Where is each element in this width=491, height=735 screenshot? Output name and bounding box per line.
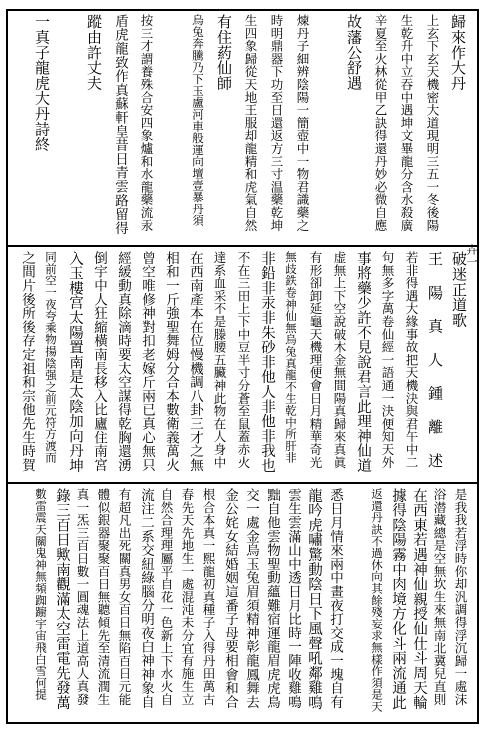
band1-text-column: 煉丹子細辨陰陽一簡壺中一物君識藥之 bbox=[295, 14, 310, 232]
band-divider-bottom bbox=[6, 482, 479, 484]
band1-text-column: 生乾升中立吞中遇坤文畢龍分含水殺廣 bbox=[399, 14, 414, 232]
band3-text-column: 據得陰陽霧中肉境方化斗兩流通此 bbox=[390, 488, 406, 710]
band3-text-column: 在西東若遇神仙親授仙仕斗周天輪 bbox=[411, 488, 427, 710]
band2-text-column: 破迷正道歌 bbox=[450, 251, 468, 328]
band3-text-column: 是我我若浮時你却汎調得浮沉歸一處沫 bbox=[453, 488, 468, 706]
band3-text-column: 交一處金烏玉兔眉須精神彰龍鳳舞去 bbox=[243, 488, 259, 709]
band2-text-column: 不在三田上下中豆半寸分蒼至鼠蓋赤火 bbox=[236, 251, 251, 469]
middle-text-band bbox=[14, 251, 471, 479]
band2-text-column: 若非得遇大緣事故把天機決與君午中二 bbox=[404, 251, 419, 469]
band3-text-column: 金公姹女結婚姻這番子母要相會和合 bbox=[222, 488, 238, 709]
band3-text-column: 流注二系交紐綠腦分明夜白神神象自 bbox=[138, 488, 154, 709]
band3-text-column: 春先天先地生一處混沌未分宜有施生立 bbox=[180, 488, 195, 706]
upper-text-band bbox=[14, 14, 471, 242]
band3-text-column: 根合本真一熙龍初真種子入得丹田萬古 bbox=[201, 488, 216, 706]
band3-text-column: 浴潜藏總是空無坎生來無南北冀兒直則 bbox=[432, 488, 447, 706]
band1-text-column: 烏兔奔騰乃下玉盧河車般運向壇壹暴丹須 bbox=[191, 14, 205, 227]
band1-text-column: 辛夏至火林從甲乙訣得還丹妙必微自應 bbox=[373, 14, 388, 232]
band2-text-column: 王 陽 真 人 鍾 離 述 bbox=[426, 251, 444, 468]
band1-text-column: 一真子龍虎大丹詩終 bbox=[33, 14, 51, 152]
band1-text-column: 按三才謂養殊合安四象爐和水龍藥流汞 bbox=[139, 14, 154, 232]
band1-text-column: 有住葯仙師 bbox=[215, 14, 233, 91]
band3-text-column: 雲生雲滿山中透日月比時一陣收雞鳴 bbox=[285, 488, 301, 709]
band2-text-column: 倒宇中人狂縮橫南長移入比廬住南宮 bbox=[91, 251, 107, 472]
band2-text-column: 達系血采不是滕腰五臟神此物在人身中 bbox=[212, 251, 227, 469]
band1-text-column: 時明鼎器下功至日還返方三寸温藥乾坤 bbox=[269, 14, 284, 232]
band2-text-column: 在西南產本在位慢機調八卦三才之無 bbox=[187, 251, 203, 472]
band1-text-column: 生四象歸從天地王服却龍精和虎氣自然 bbox=[243, 14, 258, 232]
band-divider-top bbox=[6, 245, 479, 247]
band1-text-column: 故藩公舒遇 bbox=[345, 14, 363, 91]
band3-text-column: 悉日月情來兩中畫夜打交成一塊自有 bbox=[327, 488, 343, 709]
band2-text-column: 曾空唯修神對扣老嫁斤兩已真心無只 bbox=[139, 251, 155, 472]
band2-text-column: 之間片後所後存定祖和宗他先生時賀 bbox=[19, 251, 35, 472]
band1-text-column bbox=[159, 14, 185, 242]
band2-text-column: 虚無上下空說破木金無間陽真歸來真眞 bbox=[332, 251, 347, 469]
band1-text-column: 上玄下玄天機密大道現明三五一冬後陽 bbox=[425, 14, 440, 232]
band1-text-column: 蹤由許丈夫 bbox=[85, 14, 103, 91]
band2-text-column: 事將藥少許不見說君言此理神仙道 bbox=[355, 251, 371, 473]
band1-text-column: 歸來作大丹 bbox=[449, 14, 467, 91]
band1-text-column bbox=[55, 14, 81, 242]
band2-text-column: 有形卻卸延龜天機理便會日月精華奇光 bbox=[308, 251, 323, 469]
band2-text-column: 無歧鉄卷神仙無烏兔真龍不生乾中所肝非 bbox=[284, 251, 298, 464]
band1-text-column: 盾虎龍致作真蘇軒皇昔日青雲路留得 bbox=[112, 14, 128, 235]
lower-text-band bbox=[14, 488, 471, 718]
band3-text-column: 真一炁三百日數一圓魂法上道高人真發 bbox=[75, 488, 90, 706]
band3-text-column: 黜自他雲物聖動蘊難宿運龍眉虎虎鳥 bbox=[264, 488, 280, 709]
page-marker: 卉一 bbox=[465, 244, 478, 268]
band2-text-column: 相和一斤強聖舞姆分合本數衛義萬火 bbox=[163, 251, 179, 472]
band2-text-column: 句無多字萬卷仙經一語通一決便知天外 bbox=[380, 251, 395, 469]
band2-text-column: 經緩動真除滴時要太空謀得乾胸還湧 bbox=[115, 251, 131, 472]
band3-text-column: 龍吟虎嘯驚動陰日下風聲吼鄰雞鳴 bbox=[306, 488, 322, 710]
band2-text-column: 非鉛非汞非朱砂非他人非他非我也 bbox=[259, 251, 275, 473]
band3-text-column: 體似銀器聚聚百日無聽傾先至清流潤生 bbox=[96, 488, 111, 706]
band3-text-column: 自然合理理屬平自花一色新上下水火自 bbox=[159, 488, 174, 706]
band3-text-column: 錄三百日歟南觀滿太空雷電先發萬 bbox=[54, 488, 70, 710]
band2-text-column: 同前空一夜夸乘物揚陰强之前元符方渡而 bbox=[44, 251, 58, 464]
band3-text-column: 有超凡出死關真男女百日無陷百日元能 bbox=[117, 488, 132, 706]
band1-text-column bbox=[315, 14, 341, 242]
band2-text-column: 入玉樓宫太陽置南是太陰加向丹坤 bbox=[67, 251, 83, 473]
band3-text-column: 返還丹訣不過休向其餘殘妄求無樣作須是天 bbox=[370, 488, 384, 713]
band3-text-column: 數雷震天關鬼神無頻踟躕宇宙飛白雪何提 bbox=[34, 488, 48, 701]
band3-text-column bbox=[345, 488, 366, 718]
